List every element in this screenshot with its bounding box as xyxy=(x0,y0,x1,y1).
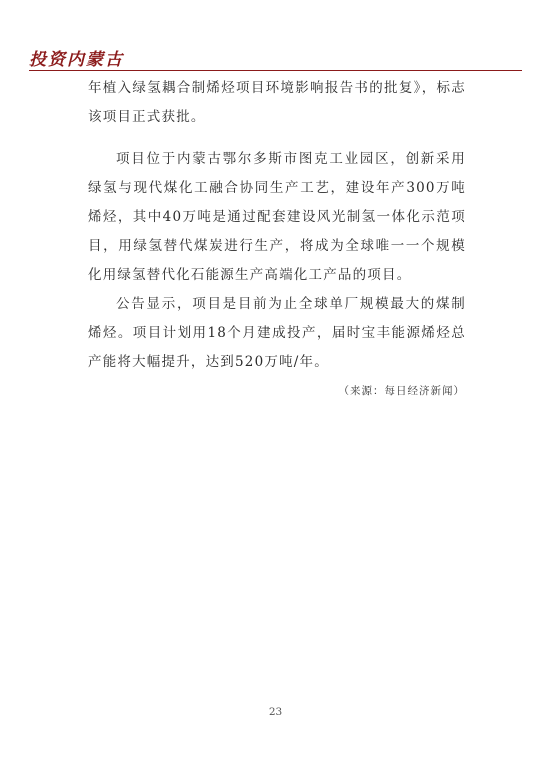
header-divider xyxy=(29,70,522,71)
section-header-title: 投资内蒙古 xyxy=(29,50,124,70)
article-paragraph-2: 项目位于内蒙古鄂尔多斯市图克工业园区，创新采用绿氢与现代煤化工融合协同生产工艺，建设年产300万吨烯烃，其中40万吨是通过配套建设风光制氢一体化示范项目，用绿氢替代煤炭进行生产，将成为全球唯一一个规模化用绿氢替代化石能源生产高端化工产品的项目。 xyxy=(88,151,466,283)
article-paragraph-1: 年植入绿氢耦合制烯烃项目环境影响报告书的批复》，标志该项目正式获批。 xyxy=(88,80,466,125)
page-number: 23 xyxy=(268,706,283,718)
article-paragraph-3: 公告显示，项目是目前为止全球单厂规模最大的煤制烯烃。项目计划用18个月建成投产，届时宝丰能源烯烃总产能将大幅提升，达到520万吨/年。 xyxy=(88,296,466,370)
article-source: （来源：每日经济新闻） xyxy=(338,385,465,397)
